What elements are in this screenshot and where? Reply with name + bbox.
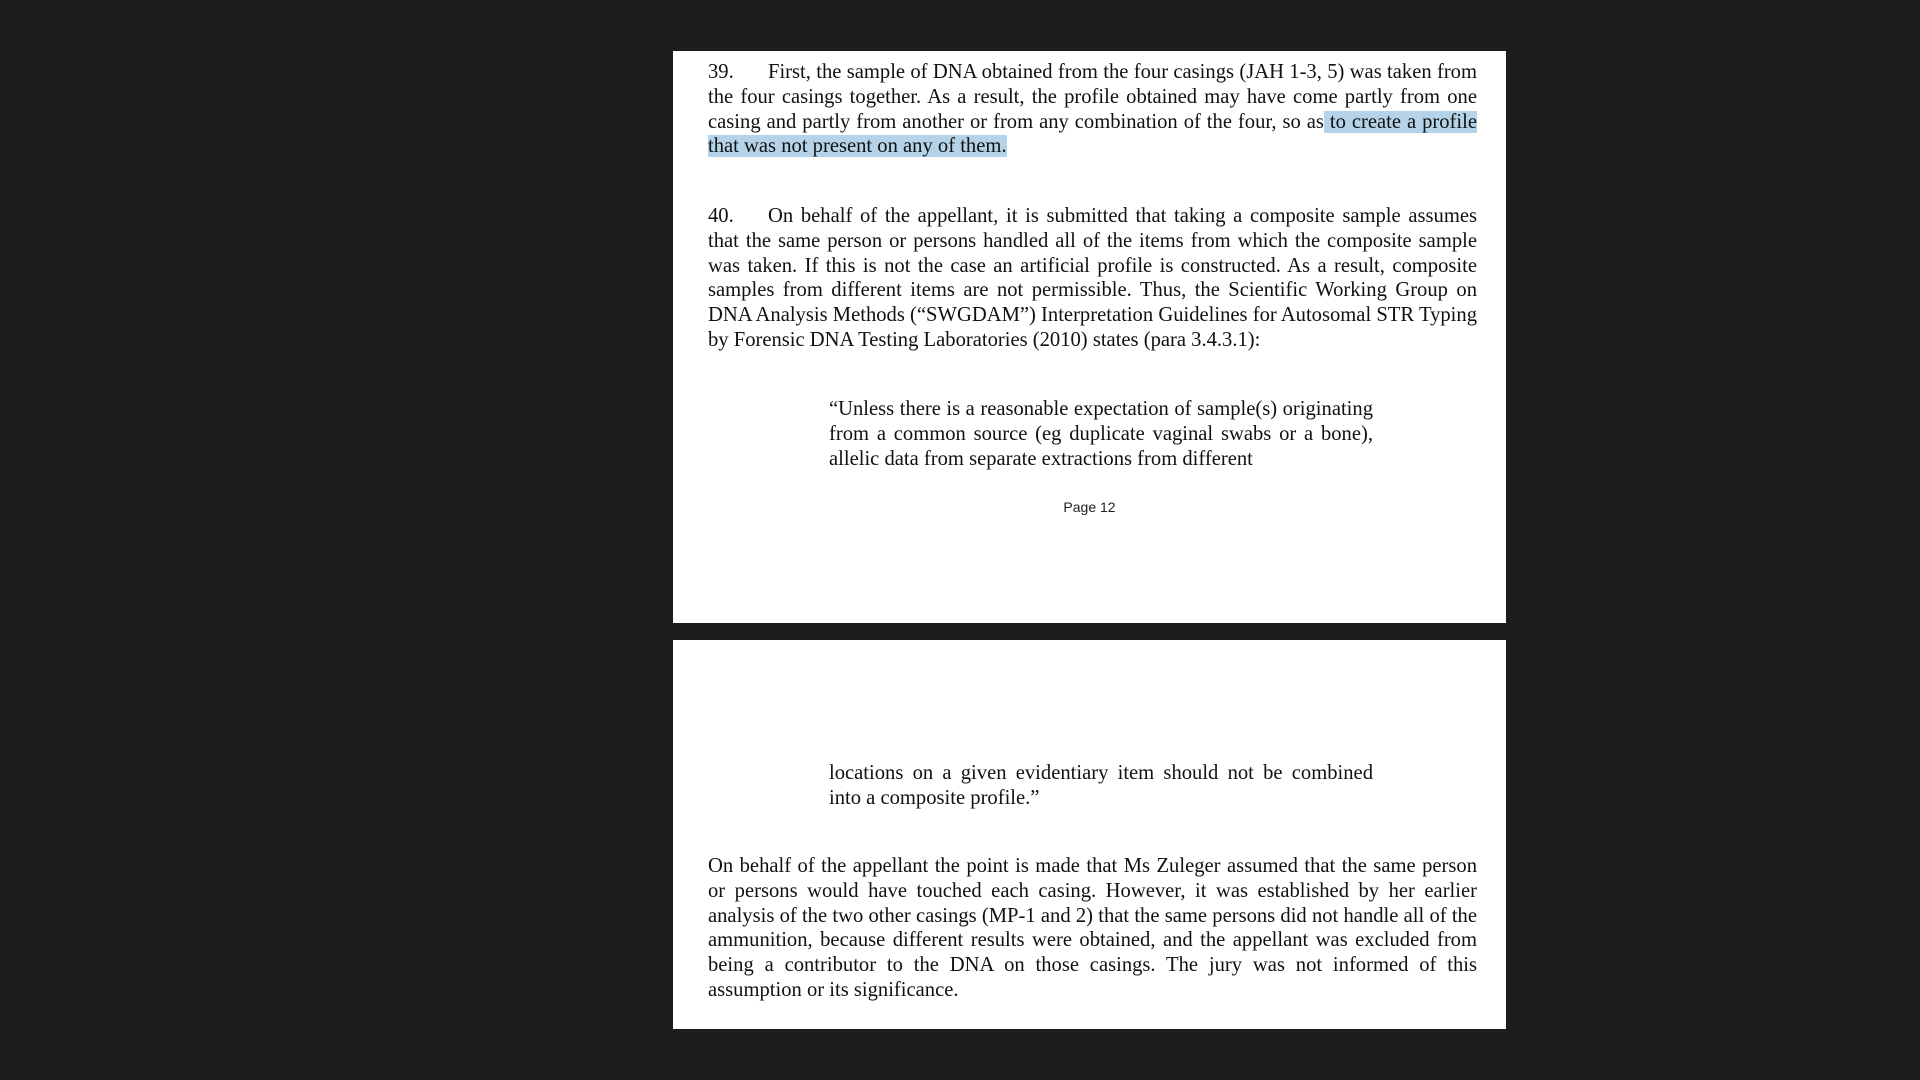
paragraph-number: 40.: [708, 205, 734, 227]
document-page-12: [673, 51, 1506, 623]
paragraph-41: On behalf of the appellant the point is made that Ms Zuleger assumed that the same person or persons would have touched each casing. However, it was established by her earlier analysis of the two other casings (MP-1 and 2) that the same persons did not handle all of the ammunition, because different results were obtained, and the appellant was excluded from being a contributor to the DNA on those casings. The jury was not informed of this assumption or its significance.: [708, 855, 1477, 1001]
block-quote: “Unless there is a reasonable expectation of sample(s) originating from a common source (eg duplicate vaginal swabs or a bone), allelic data from separate extractions from different: [829, 398, 1373, 470]
highlighted-text-selection[interactable]: to create a profile that was not present on any of them.: [708, 110, 1477, 158]
paragraph-number: 39.: [708, 61, 734, 83]
page-number: Page 12: [1063, 499, 1116, 515]
paragraph-40: [708, 204, 1477, 353]
block-quote-continued: locations on a given evidentiary item should not be combined into a composite profile.”: [829, 762, 1373, 809]
document-page-13: [673, 640, 1506, 1029]
paragraph-text: First, the sample of DNA obtained from the four casings (JAH 1-3, 5) was taken from the four casings together. As a result, the profile obtained may have come partly from one casing and partly from another or from any combination of the four, so as: [708, 61, 1477, 133]
paragraph-text: On behalf of the appellant, it is submitted that taking a composite sample assumes that the same person or persons handled all of the items from which the composite sample was taken. If this is not the case an artificial profile is constructed. As a result, composite samples from different items are not permissible. Thus, the Scientific Working Group on DNA Analysis Methods (“SWGDAM”) Interpretation Guidelines for Autosomal STR Typing by Forensic DNA Testing Laboratories (2010) states (para 3.4.3.1):: [708, 205, 1477, 351]
paragraph-39: [708, 60, 1477, 159]
